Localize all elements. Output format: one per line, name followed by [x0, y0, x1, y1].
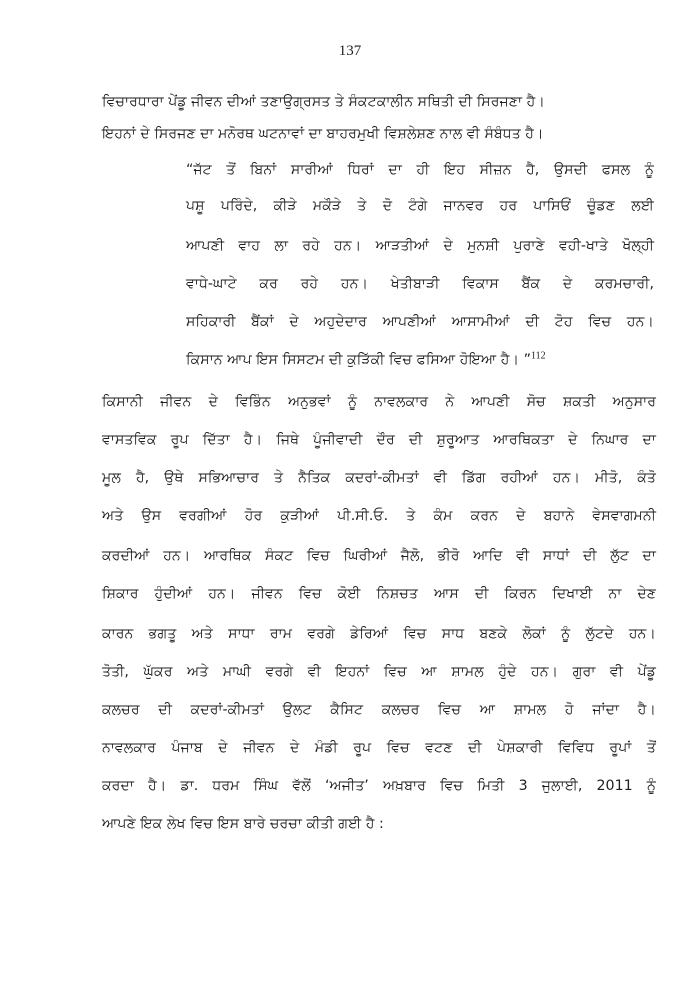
text-line: ਆਪਣੇ ਇਕ ਲੇਖ ਵਿਚ ਇਸ ਬਾਰੇ ਚਰਚਾ ਕੀਤੀ ਗਈ ਹੈ :	[102, 816, 384, 832]
text-line: ਕਿਸਾਨੀ ਜੀਵਨ ਦੇ ਵਿਭਿੰਨ ਅਨੁਭਵਾਂ ਨੂੰ ਨਾਵਲਕਾਰ ਨੇ ਆਪਣੀ ਸੋਚ ਸ਼ਕਤੀ ਅਨੁਸਾਰ	[102, 394, 656, 410]
text-line: ਕਲਚਰ ਦੀ ਕਦਰਾਂ-ਕੀਮਤਾਂ ਉਲਟ ਕੈਸਿਟ ਕਲਚਰ ਵਿਚ ਆ ਸ਼ਾਮਲ ਹੋ ਜਾਂਦਾ ਹੈ।	[102, 702, 656, 718]
text-line: ਕਾਰਨ ਭਗਤੂ ਅਤੇ ਸਾਧਾ ਰਾਮ ਵਰਗੇ ਡੇਰਿਆਂ ਵਿਚ ਸਾਧ ਬਣਕੇ ਲੋਕਾਂ ਨੂੰ ਲੁੱਟਦੇ ਹਨ।	[102, 626, 656, 642]
text-line: ਨਾਵਲਕਾਰ ਪੰਜਾਬ ਦੇ ਜੀਵਨ ਦੇ ਮੰਡੀ ਰੂਪ ਵਿਚ ਵਟਣ ਦੀ ਪੇਸ਼ਕਾਰੀ ਵਿਵਿਧ ਰੂਪਾਂ ਤੋਂ	[102, 740, 656, 756]
quote-line: ਆਪਣੀ ਵਾਹ ਲਾ ਰਹੇ ਹਨ। ਆੜਤੀਆਂ ਦੇ ਮੁਨਸ਼ੀ ਪੁਰਾਣੇ ਵਹੀ-ਖਾਤੇ ਖੋਲ੍ਹੀ	[186, 238, 654, 254]
page-number: 137	[338, 43, 362, 59]
text-line: ਵਾਸਤਵਿਕ ਰੂਪ ਦਿੱਤਾ ਹੈ। ਜਿਥੇ ਪੂੰਜੀਵਾਦੀ ਦੌਰ ਦੀ ਸ਼ੁਰੂਆਤ ਆਰਥਿਕਤਾ ਦੇ ਨਿਘਾਰ ਦਾ	[102, 432, 656, 448]
quote-line: “ਜੱਟ ਤੋਂ ਬਿਨਾਂ ਸਾਰੀਆਂ ਧਿਰਾਂ ਦਾ ਹੀ ਇਹ ਸੀਜ਼ਨ ਹੈ, ਉਸਦੀ ਫਸਲ ਨੂੰ	[186, 162, 654, 178]
quote-line: ਸਹਿਕਾਰੀ ਬੈਂਕਾਂ ਦੇ ਅਹੁਦੇਦਾਰ ਆਪਣੀਆਂ ਆਸਾਮੀਆਂ ਦੀ ਟੋਹ ਵਿਚ ਹਨ।	[186, 314, 654, 330]
text-line: ਮੂਲ ਹੈ, ਉਥੇ ਸਭਿਆਚਾਰ ਤੇ ਨੈਤਿਕ ਕਦਰਾਂ-ਕੀਮਤਾਂ ਵੀ ਡਿੱਗ ਰਹੀਆਂ ਹਨ। ਮੀਤੋ, ਕੰਤੋ	[102, 470, 656, 486]
text-line: ਵਿਚਾਰਧਾਰਾ ਪੇਂਡੂ ਜੀਵਨ ਦੀਆਂ ਤਣਾਉਗ੍ਰਸਤ ਤੇ ਸੰਕਟਕਾਲੀਨ ਸਥਿਤੀ ਦੀ ਸਿਰਜਣਾ ਹੈ।	[102, 94, 545, 110]
quote-text: ਕਿਸਾਨ ਆਪ ਇਸ ਸਿਸਟਮ ਦੀ ਕੁੜਿੱਕੀ ਵਿਚ ਫਸਿਆ ਹੋਇਆ ਹੈ। ”	[186, 352, 531, 368]
quote-line-last	[186, 350, 546, 370]
footnote-reference: 112	[530, 350, 546, 362]
text-line: ਕਰਦੀਆਂ ਹਨ। ਆਰਥਿਕ ਸੰਕਟ ਵਿਚ ਘਿਰੀਆਂ ਜੈਲੋ, ਭੀਰੋ ਆਦਿ ਵੀ ਸਾਧਾਂ ਦੀ ਲੁੱਟ ਦਾ	[102, 548, 656, 564]
quote-line: ਵਾਧੇ-ਘਾਟੇ ਕਰ ਰਹੇ ਹਨ। ਖੇਤੀਬਾੜੀ ਵਿਕਾਸ ਬੈਂਕ ਦੇ ਕਰਮਚਾਰੀ,	[186, 276, 654, 292]
quote-line: ਪਸ਼ੂ ਪਰਿੰਦੇ, ਕੀੜੇ ਮਕੌੜੇ ਤੇ ਦੋ ਟੰਗੇ ਜਾਨਵਰ ਹਰ ਪਾਸਿਓਂ ਚੂੰਡਣ ਲਈ	[186, 198, 654, 214]
text-line: ਇਹਨਾਂ ਦੇ ਸਿਰਜਣ ਦਾ ਮਨੋਰਥ ਘਟਨਾਵਾਂ ਦਾ ਬਾਹਰਮੁਖੀ ਵਿਸ਼ਲੇਸ਼ਣ ਨਾਲ ਵੀ ਸੰਬੰਧਤ ਹੈ।	[102, 126, 544, 142]
text-line: ਤੋਤੀ, ਘੁੱਕਰ ਅਤੇ ਮਾਘੀ ਵਰਗੇ ਵੀ ਇਹਨਾਂ ਵਿਚ ਆ ਸ਼ਾਮਲ ਹੁੰਦੇ ਹਨ। ਗੁਰਾ ਵੀ ਪੇਂਡੂ	[102, 664, 656, 680]
text-line: ਸ਼ਿਕਾਰ ਹੁੰਦੀਆਂ ਹਨ। ਜੀਵਨ ਵਿਚ ਕੋਈ ਨਿਸ਼ਚਤ ਆਸ ਦੀ ਕਿਰਨ ਦਿਖਾਈ ਨਾ ਦੇਣ	[102, 586, 656, 602]
text-line: ਅਤੇ ਉਸ ਵਰਗੀਆਂ ਹੋਰ ਕੁੜੀਆਂ ਪੀ.ਸੀ.ਓ. ਤੇ ਕੰਮ ਕਰਨ ਦੇ ਬਹਾਨੇ ਵੇਸਵਾਗਮਨੀ	[102, 508, 656, 524]
text-line: ਕਰਦਾ ਹੈ। ਡਾ. ਧਰਮ ਸਿੰਘ ਵੱਲੋਂ ‘ਅਜੀਤ’ ਅਖ਼ਬਾਰ ਵਿਚ ਮਿਤੀ 3 ਜੁਲਾਈ, 2011 ਨੂੰ	[102, 778, 656, 794]
